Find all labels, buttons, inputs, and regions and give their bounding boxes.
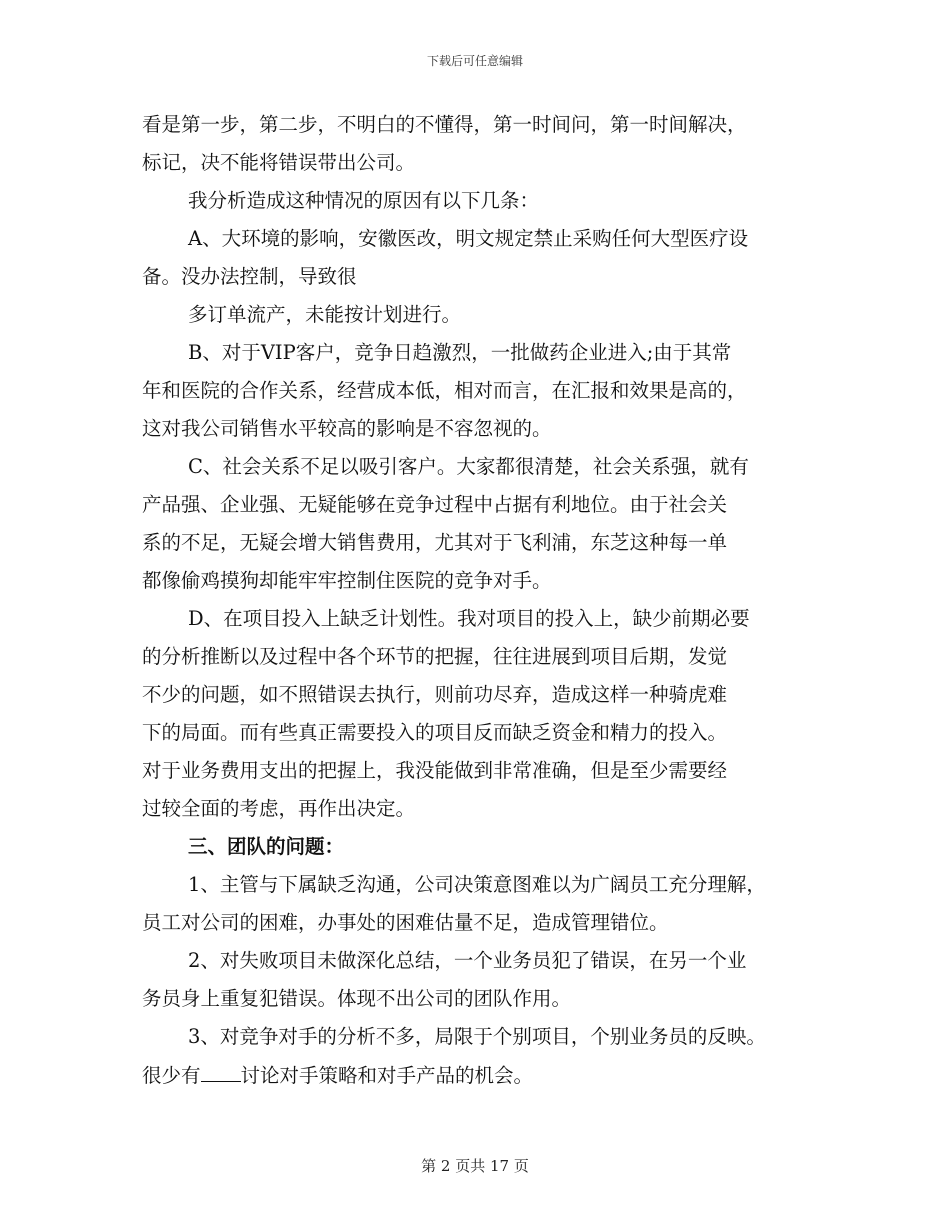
paragraph-line: 1、主管与下属缺乏沟通，公司决策意图难以为广阔员工充分理解， xyxy=(188,873,766,896)
section-heading: 三、团队的问题： xyxy=(188,835,345,858)
paragraph-line: 务员身上重复犯错误。体现不出公司的团队作用。 xyxy=(142,987,572,1010)
paragraph-line: 系的不足，无疑会增大销售费用，尤其对于飞利浦，东芝这种每一单 xyxy=(142,531,728,554)
paragraph-line: 年和医院的合作关系，经营成本低，相对而言，在汇报和效果是高的， xyxy=(142,379,747,402)
paragraph-line: 都像偷鸡摸狗却能牢牢控制住医院的竞争对手。 xyxy=(142,569,552,592)
paragraph-line: 不少的问题，如不照错误去执行，则前功尽弃，造成这样一种骑虎难 xyxy=(142,683,728,706)
paragraph-line: 标记，决不能将错误带出公司。 xyxy=(142,151,416,174)
page-header: 下载后可任意编辑 xyxy=(426,54,523,68)
paragraph-line: A、大环境的影响，安徽医改，明文规定禁止采购任何大型医疗设 xyxy=(188,227,749,250)
paragraph-line: 备。没办法控制，导致很 xyxy=(142,265,357,288)
paragraph-line: D、在项目投入上缺乏计划性。我对项目的投入上，缺少前期必要 xyxy=(188,607,750,630)
paragraph-line: 员工对公司的困难，办事处的困难估量不足，造成管理错位。 xyxy=(142,911,669,934)
paragraph-line: 的分析推断以及过程中各个环节的把握，往往进展到项目后期，发觉 xyxy=(142,645,728,668)
text-before-blank: 很少有 xyxy=(142,1064,201,1087)
paragraph-line: C、社会关系不足以吸引客户。大家都很清楚，社会关系强，就有 xyxy=(188,455,749,478)
paragraph-line: 看是第一步，第二步，不明白的不懂得，第一时间问，第一时间解决， xyxy=(142,113,747,136)
paragraph-line-with-blank xyxy=(142,1063,533,1088)
fill-in-blank xyxy=(201,1063,241,1082)
text-after-blank: 讨论对手策略和对手产品的机会。 xyxy=(240,1064,534,1087)
paragraph-line: B、对于VIP客户，竞争日趋激烈，一批做药企业进入;由于其常 xyxy=(188,341,732,364)
page-footer: 第 2 页共 17 页 xyxy=(421,1157,529,1175)
paragraph-line: 过较全面的考虑，再作出决定。 xyxy=(142,797,416,820)
paragraph-line: 3、对竞争对手的分析不多，局限于个别项目，个别业务员的反映。 xyxy=(188,1025,766,1048)
paragraph-line: 产品强、企业强、无疑能够在竞争过程中占据有利地位。由于社会关 xyxy=(142,493,728,516)
paragraph-line: 对于业务费用支出的把握上，我没能做到非常准确，但是至少需要经 xyxy=(142,759,728,782)
paragraph-line: 下的局面。而有些真正需要投入的项目反而缺乏资金和精力的投入。 xyxy=(142,721,728,744)
paragraph-line: 我分析造成这种情况的原因有以下几条： xyxy=(188,189,540,212)
paragraph-line: 2、对失败项目未做深化总结，一个业务员犯了错误，在另一个业 xyxy=(188,949,747,972)
paragraph-line: 这对我公司销售水平较高的影响是不容忽视的。 xyxy=(142,417,552,440)
paragraph-line: 多订单流产，未能按计划进行。 xyxy=(188,303,462,326)
